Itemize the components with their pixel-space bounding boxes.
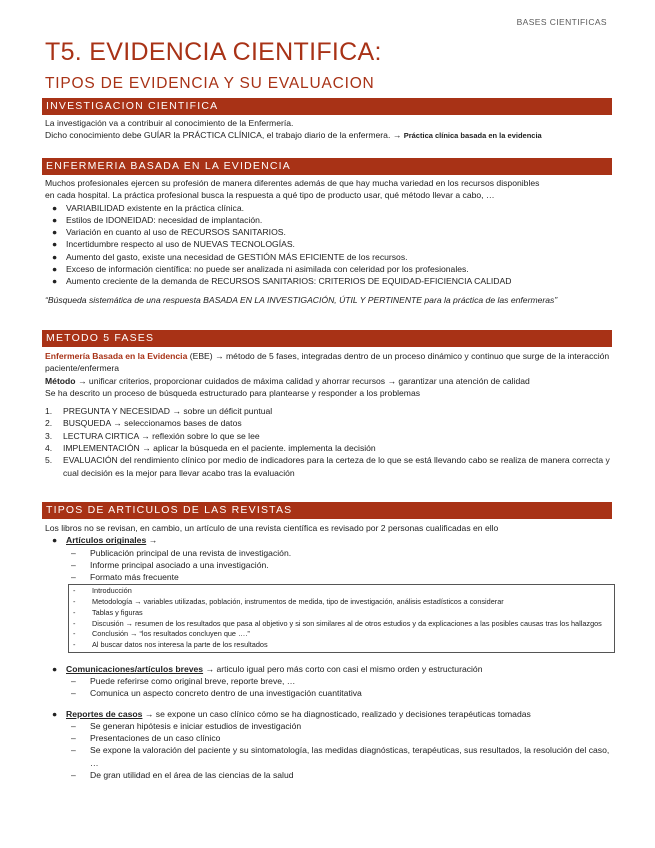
bullet-icon: ● <box>52 663 58 674</box>
sub-item <box>45 687 615 699</box>
term-reportes-casos: Reportes de casos <box>66 708 143 719</box>
paragraph <box>45 129 615 142</box>
list-item-text: EVALUACIÓN del rendimiento clínico por medio de indicadores para la certeza de lo que se está llevando cabo se realiza de manera correcta y cual decisión es la mejor para llevar acabo tras la evaluación <box>63 455 610 478</box>
box-item <box>73 608 610 619</box>
sub-item <box>45 769 615 781</box>
dash-icon: – <box>71 720 76 731</box>
list-item <box>45 263 615 275</box>
sub-item <box>45 744 615 769</box>
list-number: 5. <box>45 455 53 466</box>
text: → articulo igual pero más corto con casi el mismo orden y estructuración <box>203 663 483 674</box>
paragraph: Muchos profesionales ejercen su profesión de manera diferentes además de que hay mucha variedad en los recursos disponibles <box>45 178 540 188</box>
list-item <box>45 534 615 546</box>
term-comunicaciones: Comunicaciones/artículos breves <box>66 663 204 674</box>
text: → <box>146 535 158 546</box>
sub-item-text: Comunica un aspecto concreto dentro de una investigación cuantitativa <box>90 688 362 699</box>
section-heading-metodo: METODO 5 FASES <box>42 330 612 347</box>
dash-icon: – <box>71 676 76 686</box>
box-item <box>73 640 610 651</box>
term-articulos-originales: Artículos originales <box>66 535 147 546</box>
box-item-text: Al buscar datos nos interesa la parte de los resultados <box>92 640 268 649</box>
box-item-text: Conclusión → “los resultados concluyen que ….” <box>92 629 250 639</box>
text: (EBE) → método de 5 fases, integradas dentro de un proceso dinámico y continuo que surge de la interacción paciente/enfermera <box>45 351 610 374</box>
bullet-icon: ● <box>52 708 58 719</box>
paragraph: La investigación va a contribuir al conocimiento de la Enfermería. <box>45 118 294 128</box>
quote: “Búsqueda sistemática de una respuesta BASADA EN LA INVESTIGACIÓN, ÚTIL Y PERTINENTE para la práctica de las enfermeras” <box>45 294 558 305</box>
bullet-icon: ● <box>52 202 58 213</box>
sub-item-text: Puede referirse como original breve, reporte breve, … <box>90 676 296 686</box>
paragraph: Se ha descrito un proceso de búsqueda estructurado para plantearse y responder a los problemas <box>45 387 421 398</box>
section-metodo-content <box>45 350 615 479</box>
list-item-text: VARIABILIDAD existente en la práctica clínica. <box>66 202 245 213</box>
list-item <box>45 417 615 429</box>
dash-icon: – <box>71 733 76 744</box>
bullet-list <box>45 663 615 675</box>
dash-icon: – <box>71 688 76 699</box>
sub-item <box>45 732 615 744</box>
paragraph <box>45 375 615 387</box>
dash-icon: - <box>73 586 76 596</box>
bullet-icon: ● <box>52 239 58 250</box>
sub-item-text: Informe principal asociado a una investigación. <box>90 559 269 570</box>
list-item-text: LECTURA CIRTICA → reflexión sobre lo que se lee <box>63 430 260 441</box>
list-item <box>45 405 615 417</box>
dash-icon: – <box>71 572 76 583</box>
sub-item-text: Publicación principal de una revista de investigación. <box>90 547 292 558</box>
list-item-text: BUSQUEDA → seleccionamos bases de datos <box>63 418 242 429</box>
list-item-text: Variación en cuanto al uso de RECURSOS SANITARIOS. <box>66 227 286 238</box>
list-item-text: Aumento creciente de la demanda de RECURSOS SANITARIOS: CRITERIOS DE EQUIDAD-EFICIENCIA CALIDAD <box>66 276 512 287</box>
list-number: 4. <box>45 443 53 454</box>
list-item <box>45 251 615 263</box>
paragraph: en cada hospital. La práctica profesional busca la respuesta a qué tipo de producto usar, qué método llevar a cabo, … <box>45 190 495 201</box>
text: → unificar criterios, proporcionar cuidados de máxima calidad y ahorrar recursos → garantizar una atención de calidad <box>75 375 530 386</box>
dash-icon: – <box>71 547 76 558</box>
dash-icon: - <box>73 597 76 607</box>
sub-item <box>45 547 615 559</box>
bullet-icon: ● <box>52 251 58 262</box>
box-item-text: Metodología → variables utilizadas, población, instrumentos de medida, tipo de investigación, análisis estadísticos a considerar <box>92 597 504 607</box>
paragraph <box>45 350 615 375</box>
list-number: 1. <box>45 406 53 417</box>
bullet-list <box>45 534 615 546</box>
page-title: T5. EVIDENCIA CIENTIFICA: <box>45 38 382 66</box>
bullet-icon: ● <box>52 276 58 287</box>
text: Dicho conocimiento debe GUÍAR la PRÁCTICA CLÍNICA, el trabajo diario de la enfermera. → <box>45 130 402 141</box>
section-heading-enfermeria: ENFERMERIA BASADA EN LA EVIDENCIA <box>42 158 612 175</box>
dash-icon: - <box>73 640 76 649</box>
list-item <box>45 275 615 287</box>
list-item <box>45 708 615 720</box>
list-item <box>45 663 615 675</box>
bullet-icon: ● <box>52 227 58 238</box>
structure-box <box>68 584 615 652</box>
header-tag: BASES CIENTIFICAS <box>516 17 607 27</box>
paragraph: Los libros no se revisan, en cambio, un artículo de una revista científica es revisado por 2 personas cualificadas en ello <box>45 523 499 533</box>
bullet-icon: ● <box>52 264 58 275</box>
section-investigacion-content <box>45 117 615 143</box>
list-item-text: Incertidumbre respecto al uso de NUEVAS TECNOLOGÍAS. <box>66 239 295 250</box>
bullet-list <box>45 202 615 288</box>
section-tipos-content <box>45 522 615 781</box>
term-ebe: Enfermería Basada en la Evidencia <box>45 351 188 361</box>
sub-item <box>45 559 615 571</box>
box-item-text: Discusión → resumen de los resultados que pasa al objetivo y si son similares al de otros estudios y da explicaciones a las posibles causas tras los hallazgos <box>92 618 602 628</box>
box-item <box>73 586 610 597</box>
dash-icon: - <box>73 629 76 639</box>
sub-item <box>45 720 615 732</box>
list-item <box>45 238 615 250</box>
list-item-text: Exceso de información científica: no puede ser analizada ni asimilada con celeridad por los profesionales. <box>66 264 469 275</box>
list-item <box>45 430 615 442</box>
box-item <box>73 619 610 630</box>
list-item-text: Estilos de IDONEIDAD: necesidad de implantación. <box>66 214 263 225</box>
bullet-icon: ● <box>52 535 58 546</box>
sub-item <box>45 675 615 687</box>
section-heading-investigacion: INVESTIGACION CIENTIFICA <box>42 98 612 115</box>
term-metodo: Método <box>45 375 76 386</box>
dash-icon: - <box>73 618 76 628</box>
highlight-text: Práctica clínica basada en la evidencia <box>403 131 542 141</box>
list-item <box>45 202 615 214</box>
dash-icon: – <box>71 745 76 756</box>
sub-item-text: Se expone la valoración del paciente y su sintomatología, las medidas diagnósticas, terapéuticas, sus resultados, la resolución del caso, … <box>90 745 610 768</box>
text: → se expone un caso clínico cómo se ha diagnosticado, realizado y decisiones terapéuticas tomadas <box>142 708 531 719</box>
list-number: 2. <box>45 418 53 429</box>
list-number: 3. <box>45 430 53 441</box>
list-item-text: Aumento del gasto, existe una necesidad de GESTIÓN MÁS EFICIENTE de los recursos. <box>66 251 408 262</box>
box-item <box>73 629 610 640</box>
list-item <box>45 442 615 454</box>
numbered-list <box>45 405 615 479</box>
sub-item-text: Formato más frecuente <box>90 572 179 583</box>
section-enfermeria-content <box>45 177 615 306</box>
dash-icon: – <box>71 559 76 570</box>
bullet-icon: ● <box>52 214 58 225</box>
sub-item-text: Presentaciones de un caso clínico <box>90 733 221 744</box>
list-item <box>45 226 615 238</box>
bullet-list <box>45 708 615 720</box>
list-item-text: PREGUNTA Y NECESIDAD → sobre un déficit puntual <box>63 406 273 417</box>
sub-item-text: Se generan hipótesis e iniciar estudios de investigación <box>90 720 302 731</box>
box-item <box>73 597 610 608</box>
dash-icon: - <box>73 607 76 617</box>
sub-item <box>45 571 615 583</box>
box-item-text: Tablas y figuras <box>92 607 143 617</box>
list-item <box>45 454 615 479</box>
dash-icon: – <box>71 770 76 781</box>
list-item <box>45 214 615 226</box>
sub-item-text: De gran utilidad en el área de las ciencias de la salud <box>90 770 294 781</box>
section-heading-tipos: TIPOS DE ARTICULOS DE LAS REVISTAS <box>42 502 612 519</box>
box-item-text: Introducción <box>92 586 132 596</box>
page-subtitle: TIPOS DE EVIDENCIA Y SU EVALUACION <box>45 75 375 92</box>
list-item-text: IMPLEMENTACIÓN → aplicar la búsqueda en el paciente. implementa la decisión <box>63 443 376 454</box>
